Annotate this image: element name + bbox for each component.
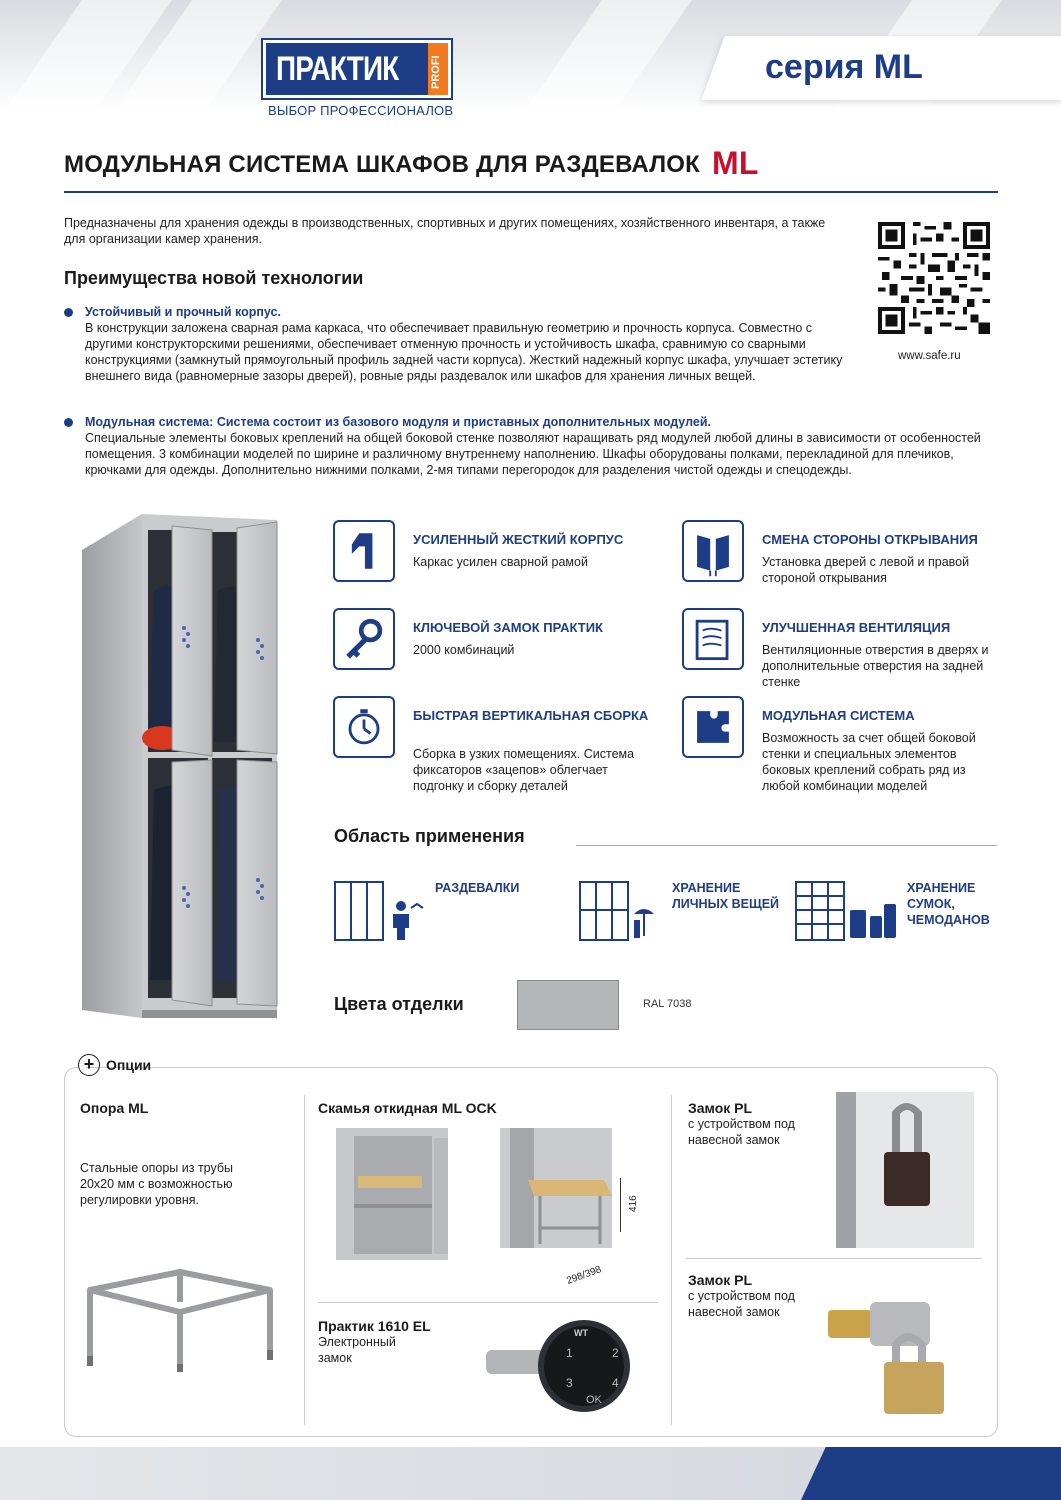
padlock-door-image <box>836 1092 974 1248</box>
series-label: серия ML <box>765 48 923 86</box>
frame-icon <box>333 520 395 582</box>
options-heading: + Опции <box>78 1054 86 1078</box>
advantages-heading: Преимущества новой технологии <box>64 268 364 288</box>
options-divider <box>671 1095 672 1425</box>
bullet-dot <box>64 308 73 317</box>
bench-folded-image <box>336 1128 448 1260</box>
option-description: Стальные опоры из трубы 20х20 мм с возможностью регулировки уровня. <box>80 1161 234 1207</box>
qr-code[interactable] <box>878 222 990 334</box>
page-title: МОДУЛЬНАЯ СИСТЕМА ШКАФОВ ДЛЯ РАЗДЕВАЛОК ML <box>64 145 759 181</box>
locker-luggage-icon <box>794 880 898 942</box>
option-title: Практик 1610 EL <box>318 1318 431 1334</box>
options-divider <box>318 1302 658 1303</box>
title-divider <box>64 191 998 193</box>
doors-icon <box>682 520 744 582</box>
locker-cabinet-image <box>72 510 292 1022</box>
logo-wordmark: ПРАКТИК <box>276 50 399 88</box>
dimension-line <box>620 1178 621 1232</box>
website-url[interactable]: www.safe.ru <box>898 350 961 362</box>
application-label: ХРАНЕНИЕ СУМОК, ЧЕМОДАНОВ <box>907 881 990 927</box>
option-title: Замок PL <box>688 1272 753 1288</box>
support-frame-image <box>80 1250 280 1372</box>
electronic-lock-image <box>480 1320 640 1412</box>
cam-lock-padlock-image <box>820 1284 980 1422</box>
application-label: РАЗДЕВАЛКИ <box>435 881 520 895</box>
elock-key[interactable]: OK <box>586 1394 602 1406</box>
options-divider <box>686 1258 982 1259</box>
elock-key[interactable]: 4 <box>612 1376 619 1390</box>
logo-badge: PROFI <box>428 43 448 95</box>
puzzle-icon <box>682 696 744 758</box>
brand-tagline: ВЫБОР ПРОФЕССИОНАЛОВ <box>268 103 454 118</box>
application-label: ХРАНЕНИЕ ЛИЧНЫХ ВЕЩЕЙ <box>672 881 780 911</box>
timer-icon <box>333 696 395 758</box>
colors-heading: Цвета отделки <box>334 994 464 1014</box>
elock-brand: WT <box>574 1328 588 1338</box>
locker-umbrella-icon <box>578 880 660 942</box>
advantage-item: Модульная система: Система состоит из базового модуля и приставных дополнительных модулей. Специальные элементы боковых креплений на общей боковой стенке позволяют наращивать ряд модулей любой длины в зависимости от особенностей помещения. 3 комбинации моделей по ширине и различному внутреннему наполнению. Шкафы оборудованы полками, перекладиной для плечиков, крючками для одежды. Дополнительно нижними полками, 2-мя типами перегородок для разделения чистой одежды и спецодежды. <box>64 414 1004 478</box>
ventilation-icon <box>682 608 744 670</box>
bench-depth-label: 298/398 <box>565 1264 603 1287</box>
advantage-item: Устойчивый и прочный корпус. В конструкции заложена сварная рама каркаса, что обеспечивает правильную геометрию и прочность корпуса. Совместно с другими конструкторскими решениями, обеспечивает отменную прочность и устойчивость шкафа, сравнимую со сварными конструкциями (замкнутый прямоугольный профиль задней части корпуса). Жесткий надежный корпус шкафа, улучшает эстетику внешнего вида (равномерные зазоры дверей), ровные ряды раздевалок или шкафов для хранения личных вещей. <box>64 304 844 384</box>
plus-icon: + <box>78 1054 100 1076</box>
option-description: Электронный замок <box>318 1335 396 1365</box>
elock-key[interactable]: 2 <box>612 1346 619 1360</box>
brochure-page: ПРАКТИК PROFI ВЫБОР ПРОФЕССИОНАЛОВ серия ML МОДУЛЬНАЯ СИСТЕМА ШКАФОВ ДЛЯ РАЗДЕВАЛОК ML Предназначены для хранения одежды в производственных, спортивных и других помещениях, хозяйственного инвентаря, а также для организации камер хранения. www.safe.ru Преимущества новой технологии Устойчивый и прочный корпус. В конструкции заложена сварная рама каркаса, что обеспечивает правильную геометрию и прочность корпуса. Совместно с другими конструкторскими решениями, обеспечивает отменную прочность и устойчивость шкафа, сравнимую со сварными конструкциями (замкнутый прямоугольный профиль задней части корпуса). Жесткий надежный корпус шкафа, улучшает эстетику внешнего вида (равномерные зазоры дверей), ровные ряды раздевалок или шкафов для хранения личных вещей. Модульная система: Система состоит из базового модуля и приставных дополнительных модулей. Специальные элементы боковых креплений на общей боковой стенке позволяют наращивать ряд модулей любой длины в зависимости от особенностей помещения. 3 комбинации моделей по ширине и различному внутреннему наполнению. Шкафы оборудованы полками, перекладиной для плечиков, крючками для одежды. Дополнительно нижними полками, 2-мя типами перегородок для разделения чистой одежды и спецодежды. УСИЛЕННЫЙ ЖЕСТКИЙ КОРПУС Каркас усилен сварной рамой СМЕНА СТОРОНЫ ОТКРЫВАНИЯ Установка дверей с левой и правой стороной открывания КЛЮЧЕВОЙ ЗАМОК ПРАКТИК 2000 комбинаций УЛУЧШЕННАЯ ВЕНТИЛЯЦИЯ Вентиляционные отверстия в дверях и дополнительные отверстия на задней стенке БЫСТРАЯ ВЕРТИКАЛЬНАЯ СБОРКА Сборка в узких помещениях. Система фиксаторов «зацепов» облегчает подгонку и сборку деталей МОДУЛЬНАЯ СИСТЕМА Возможность за счет общей боковой стенки и специальных элементов боковых креплений собрать ряд из любой комбинации моделей Область применения РАЗДЕВАЛКИ ХРАНЕНИЕ ЛИЧНЫХ ВЕЩЕЙ ХРАНЕНИЕ СУМОК, ЧЕМОДАНОВ Цвета отделки RAL 7038 + Опции Опора ML Стальные опоры из трубы 20х20 мм с возможностью регулировки уровня. Скамья откидная ML OCK 416 298/398 Практик 1610 EL Электронный замок WT 1 2 3 4 OK Замок PL с устройством под навесной замок Замок PL с устройством под навесной замок <box>0 0 1061 1500</box>
option-title: Скамья откидная ML OCK <box>318 1100 497 1116</box>
option-title: Опора ML <box>80 1100 149 1116</box>
option-description: с устройством под навесной замок <box>688 1289 795 1319</box>
intro-text: Предназначены для хранения одежды в производственных, спортивных и других помещениях, хозяйственного инвентаря, а также для организации камер хранения. <box>64 216 826 246</box>
bench-open-image <box>500 1128 612 1248</box>
option-title: Замок PL <box>688 1100 753 1116</box>
bullet-dot <box>64 418 73 427</box>
footer-bar <box>0 1447 1061 1500</box>
bench-height-label: 416 <box>628 1195 639 1212</box>
brand-logo <box>263 40 451 98</box>
application-heading: Область применения <box>334 826 525 846</box>
footer-accent <box>801 1447 1061 1500</box>
key-icon <box>333 608 395 670</box>
title-accent: ML <box>712 145 759 181</box>
option-description: с устройством под навесной замок <box>688 1117 795 1147</box>
color-swatch <box>517 980 619 1030</box>
application-divider <box>576 845 997 846</box>
elock-key[interactable]: 1 <box>566 1346 573 1360</box>
color-code: RAL 7038 <box>643 998 692 1010</box>
options-divider <box>304 1095 305 1425</box>
locker-person-icon <box>333 880 425 942</box>
elock-key[interactable]: 3 <box>566 1376 573 1390</box>
